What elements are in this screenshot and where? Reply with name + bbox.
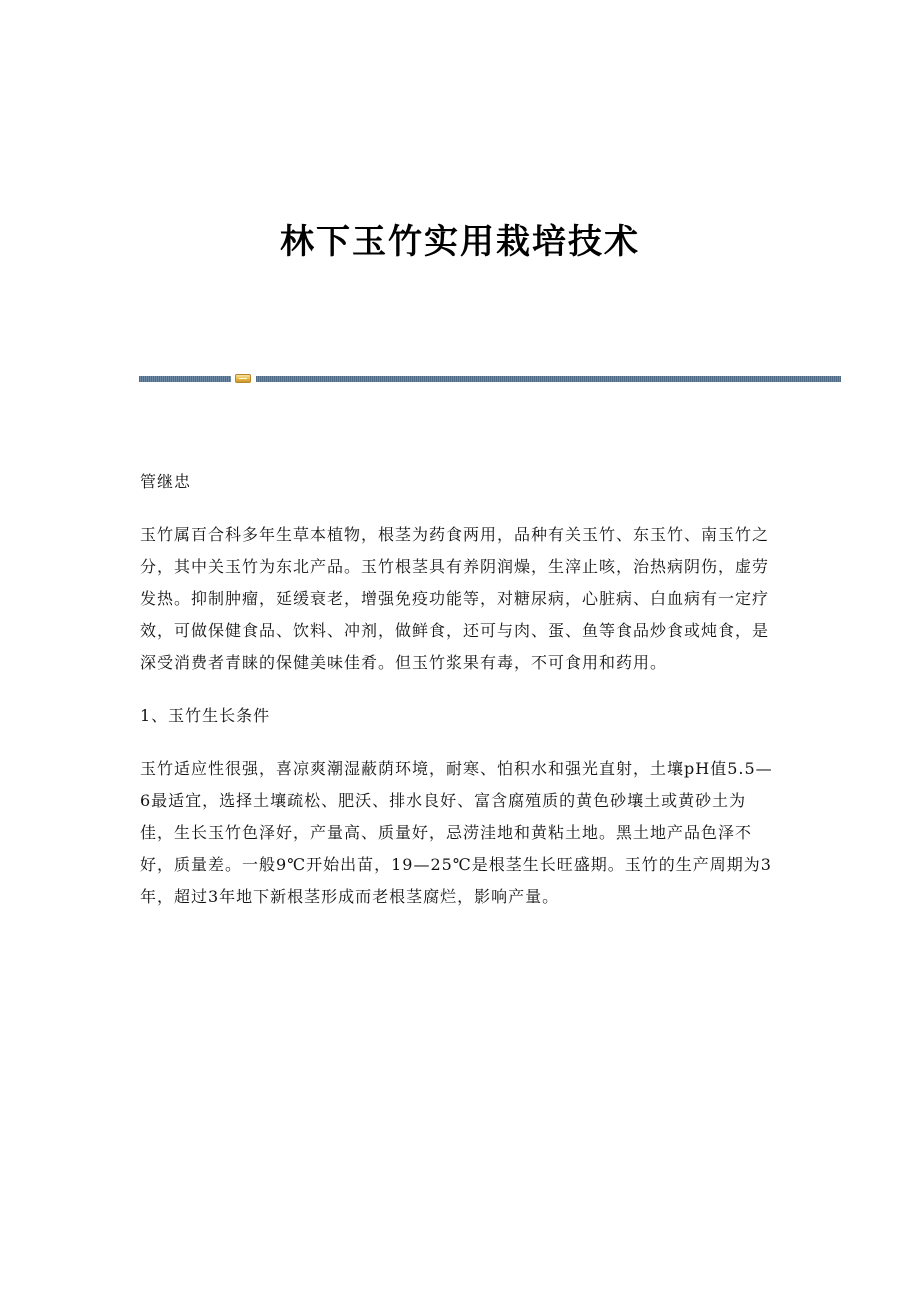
paragraph-growth-conditions: 玉竹适应性很强，喜凉爽潮湿蔽荫环境，耐寒、怕积水和强光直射，土壤pH值5.5—6最适宜，选择土壤疏松、肥沃、排水良好、富含腐殖质的黄色砂壤土或黄砂土为佳，生长玉竹色泽好，产量高、质量好，忌涝洼地和黄粘土地。黑土地产品色泽不好，质量差。一般9℃开始出苗，19—25℃是根茎生长旺盛期。玉竹的生产周期为3年，超过3年地下新根茎形成而老根茎腐烂，影响产量。: [140, 759, 773, 906]
divider-bar-right: [256, 376, 841, 382]
document-title: 林下玉竹实用栽培技术: [280, 222, 640, 262]
author-name: 管继忠: [140, 472, 192, 491]
title-divider: [139, 374, 841, 383]
paragraph-intro: 玉竹属百合科多年生草本植物，根茎为药食两用，品种有关玉竹、东玉竹、南玉竹之分，其中关玉竹为东北产品。玉竹根茎具有养阴润燥，生滓止咳，治热病阴伤，虚劳发热。抑制肿瘤，延缓衰老，增强免疫功能等，对糖尿病，心脏病、白血病有一定疗效，可做保健食品、饮料、冲剂，做鲜食，还可与肉、蛋、鱼等食品炒食或炖食，是深受消费者青睐的保健美味佳肴。但玉竹浆果有毒，不可食用和药用。: [140, 525, 770, 672]
divider-ornament-icon: [235, 374, 251, 383]
divider-bar-left: [139, 376, 231, 382]
document-body: [140, 466, 780, 934]
section-heading-growth-conditions: 1、玉竹生长条件: [140, 706, 271, 725]
